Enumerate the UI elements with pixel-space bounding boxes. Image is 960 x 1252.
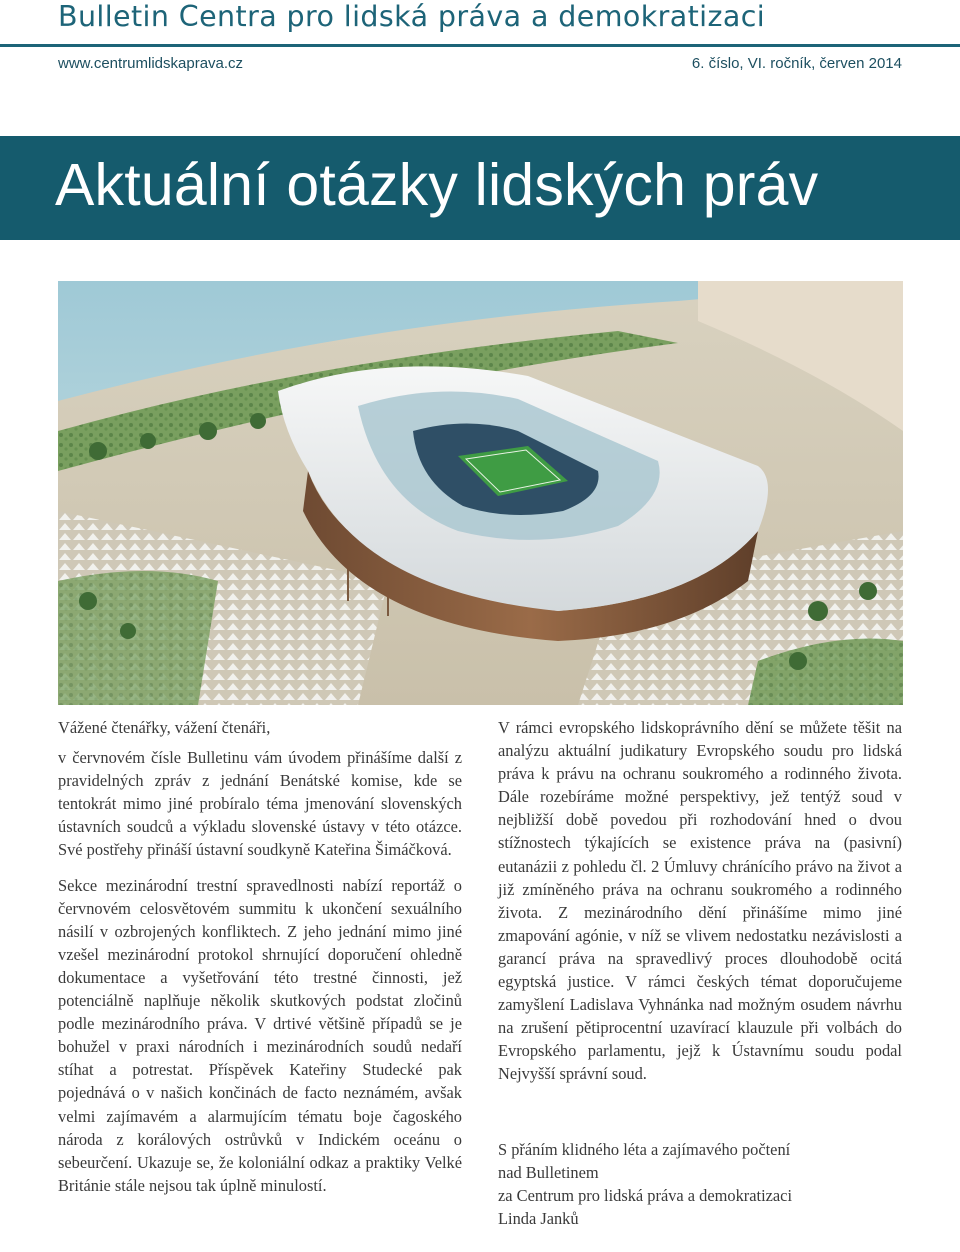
signoff-line: nad Bulletinem	[498, 1162, 599, 1182]
bulletin-title: Bulletin Centra pro lidská práva a demokratizaci	[58, 0, 766, 33]
editorial-left-column	[58, 716, 462, 1197]
editorial-paragraph: V rámci evropského lidskoprávního dění se můžete těšit na analýzu aktuální judikatury Evropského soudu pro lidská práva k právu na ochranu soukromého a rodinného života. Dále rozebíráme možné perspektivy, jež tentýž soud v nejbližší době povedou při rozhodování hned o dvou stížnostech týkajících se existence práva na (pasivní) eutanázii z pohledu čl. 2 Úmluvy chránícího právo na život a již zmíněného práva na ochranu soukromého a rodinného života. Z mezinárodního dění přinášíme mimo jiné zmapování agónie, v níž se vlivem nedostatku nezávislosti a garancí práva na spravedlivý proces dlouhodobě ocitá egyptská justice. V rámci českých témat doporučujeme zamyšlení Ladislava Vyhnánka nad možným osudem návrhu na zrušení pětiprocentní uzavírací klauzule při volbách do Evropského parlamentu, jejž k Ústavnímu soudu podal Nejvyšší správní soud.	[498, 718, 902, 1084]
greeting: Vážené čtenářky, vážení čtenáři,	[58, 718, 271, 737]
issue-info: 6. číslo, VI. ročník, červen 2014	[691, 55, 902, 72]
editorial-paragraph: v červnovém čísle Bulletinu vám úvodem přinášíme další z pravidelných zpráv z jednání Benátské komise, kde se tentokrát mimo jiné probíralo téma jmenování slovenských ústavních soudců a výkladu slovenské ústavy v této otázce. Své postřehy přináší ústavní soudkyně Kateřina Šimáčková.	[58, 748, 462, 860]
hero-band	[0, 136, 960, 240]
signoff-line: S přáním klidného léta a zajímavého počtení	[498, 1139, 791, 1159]
signoff	[498, 1138, 902, 1230]
editorial-right-column	[498, 716, 902, 1230]
page-title: Aktuální otázky lidských práv	[55, 152, 819, 218]
editorial-paragraph: Sekce mezinárodní trestní spravedlnosti nabízí reportáž o červnovém celosvětovém summitu k ukončení sexuálního násilí v ozbrojených konfliktech. Z jeho jednání mimo jiné vzešel mezinárodní protokol shrnující doporučení ohledně dokumentace a vyšetřování této trestné činnosti, jež potenciálně naplňuje několik skutkových podstat zločinů podle mezinárodního práva. V drtivé většině případů se je bohužel v praxi národních i mezinárodních soudů nedaří stíhat a potrestat. Příspěvek Kateřiny Studecké pak pojednává o v našich končinách de facto neznámém, avšak velmi zajímavém a alarmujícím tématu boje čagoského národa z korálových ostrůvků v Indickém oceánu o sebeurčení. Ukazuje se, že koloniální odkaz a praktiky Velké Británie stále nejsou tak úplně minulostí.	[58, 875, 462, 1195]
signoff-line: za Centrum pro lidská práva a demokratizaci	[498, 1185, 792, 1205]
website-link[interactable]: www.centrumlidskaprava.cz	[58, 55, 244, 72]
masthead-rule	[0, 44, 960, 47]
stadium-illustration	[58, 281, 903, 705]
stadium-illustration-graphic	[58, 281, 903, 705]
signoff-signature: Linda Janků	[498, 1208, 579, 1228]
